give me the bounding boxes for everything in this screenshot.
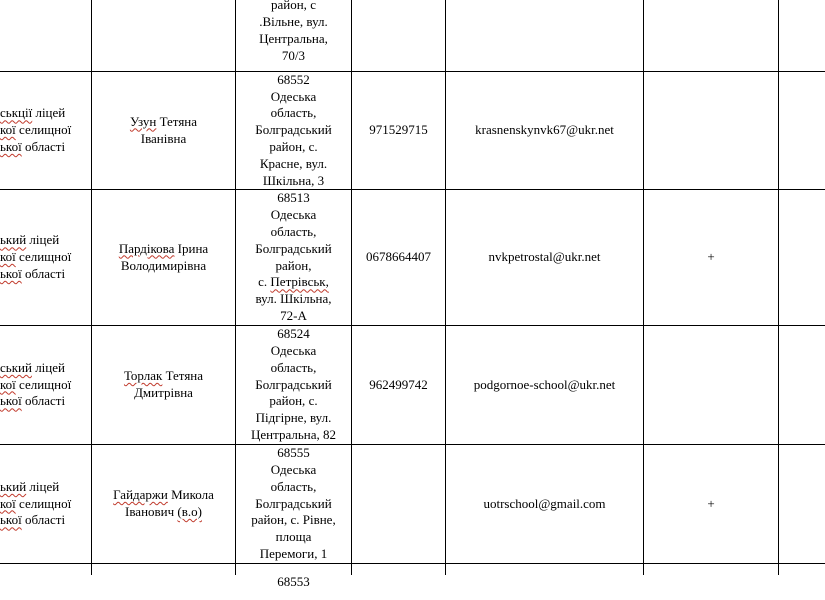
- director-cell: [92, 326, 235, 444]
- school-name-line: ький ліцей: [0, 232, 60, 248]
- email-address: nvkpetrostal@ukr.net: [488, 249, 601, 265]
- school-name-line: ький ліцей: [0, 478, 60, 494]
- school-name-cell: [0, 326, 90, 444]
- school-name-cell: [0, 190, 90, 325]
- empty-cell: [779, 72, 825, 189]
- email-cell: [446, 0, 643, 71]
- mark-cell: [644, 190, 778, 325]
- email-cell: [446, 72, 643, 189]
- plus-mark: +: [707, 495, 715, 511]
- address-text: 68552 Одеська область, Болградський район, с. Красне, вул. Шкільна, 3: [255, 71, 332, 188]
- school-name-cell: [0, 72, 90, 189]
- address-text: 68555 Одеська область, Болградський район, с. Рівне, площа Перемоги, 1: [251, 445, 336, 561]
- director-cell: [92, 72, 235, 189]
- address-cell: [236, 445, 351, 563]
- school-name-line: кої селищної: [0, 495, 72, 511]
- director-name-line: Торлак Тетяна: [123, 368, 204, 384]
- address-cell: [236, 190, 351, 325]
- address-text: 68513 Одеська область, Болградський район, с. Петрівськ, вул. Шкільна, 72-А: [255, 190, 332, 323]
- school-name-cell: [0, 0, 90, 71]
- school-name-line: кої селищної: [0, 122, 72, 138]
- director-name-line: Узун Тетяна: [129, 113, 198, 129]
- empty-cell: [779, 326, 825, 444]
- email-address: uotrschool@gmail.com: [483, 495, 606, 511]
- director-name-line: Володимирівна: [120, 257, 207, 273]
- email-cell: [446, 445, 643, 563]
- email-address: krasnenskynvk67@ukr.net: [475, 122, 614, 138]
- director-cell: [92, 0, 235, 71]
- empty-cell: [779, 445, 825, 563]
- director-name-line: Пардікова Ірина: [118, 240, 209, 256]
- mark-cell: [644, 0, 778, 71]
- email-cell: [446, 564, 643, 600]
- address-cell: [236, 326, 351, 444]
- director-cell: [92, 190, 235, 325]
- school-name-line: ької області: [0, 512, 66, 528]
- address-cell: [236, 0, 351, 71]
- phone-number: 0678664407: [366, 249, 431, 265]
- phone-cell: [352, 564, 445, 600]
- address-cell: [236, 72, 351, 189]
- phone-cell: [352, 326, 445, 444]
- school-name-cell: [0, 564, 90, 600]
- phone-cell: [352, 190, 445, 325]
- mark-cell: [644, 326, 778, 444]
- director-name-line: Іванович (в.о): [125, 504, 202, 519]
- address-text: 68524 Одеська область, Болградський район, с. Підгірне, вул. Центральна, 82: [251, 326, 336, 442]
- empty-cell: [779, 0, 825, 71]
- school-name-line: кої селищної: [0, 376, 72, 392]
- email-address: podgornoe-school@ukr.net: [473, 376, 616, 392]
- school-name-line: ької області: [0, 265, 66, 281]
- phone-number: 971529715: [369, 122, 428, 138]
- phone-cell: [352, 0, 445, 71]
- phone-number: 962499742: [369, 376, 428, 392]
- address-cell: [236, 564, 351, 600]
- email-cell: [446, 326, 643, 444]
- empty-cell: [779, 564, 825, 600]
- director-name-line: Іванівна: [140, 130, 187, 146]
- director-cell: [92, 564, 235, 600]
- phone-cell: [352, 72, 445, 189]
- school-name-line: ької області: [0, 138, 66, 154]
- director-cell: [92, 445, 235, 563]
- empty-cell: [779, 190, 825, 325]
- mark-cell: [644, 72, 778, 189]
- school-name-line: ськції ліцей: [0, 105, 66, 121]
- mark-cell: [644, 564, 778, 600]
- email-cell: [446, 190, 643, 325]
- director-name-line: Дмитрівна: [134, 385, 193, 400]
- plus-mark: +: [707, 249, 715, 265]
- school-name-cell: [0, 445, 90, 563]
- mark-cell: [644, 445, 778, 563]
- school-name-line: кої селищної: [0, 249, 72, 265]
- school-name-line: ський ліцей: [0, 359, 65, 375]
- address-text: 68553: [277, 573, 310, 589]
- school-name-line: ької області: [0, 393, 66, 409]
- phone-cell: [352, 445, 445, 563]
- address-text: район, с .Вільне, вул. Центральна, 70/3: [259, 0, 328, 63]
- director-name-line: Гайдаржи Микола: [113, 487, 214, 503]
